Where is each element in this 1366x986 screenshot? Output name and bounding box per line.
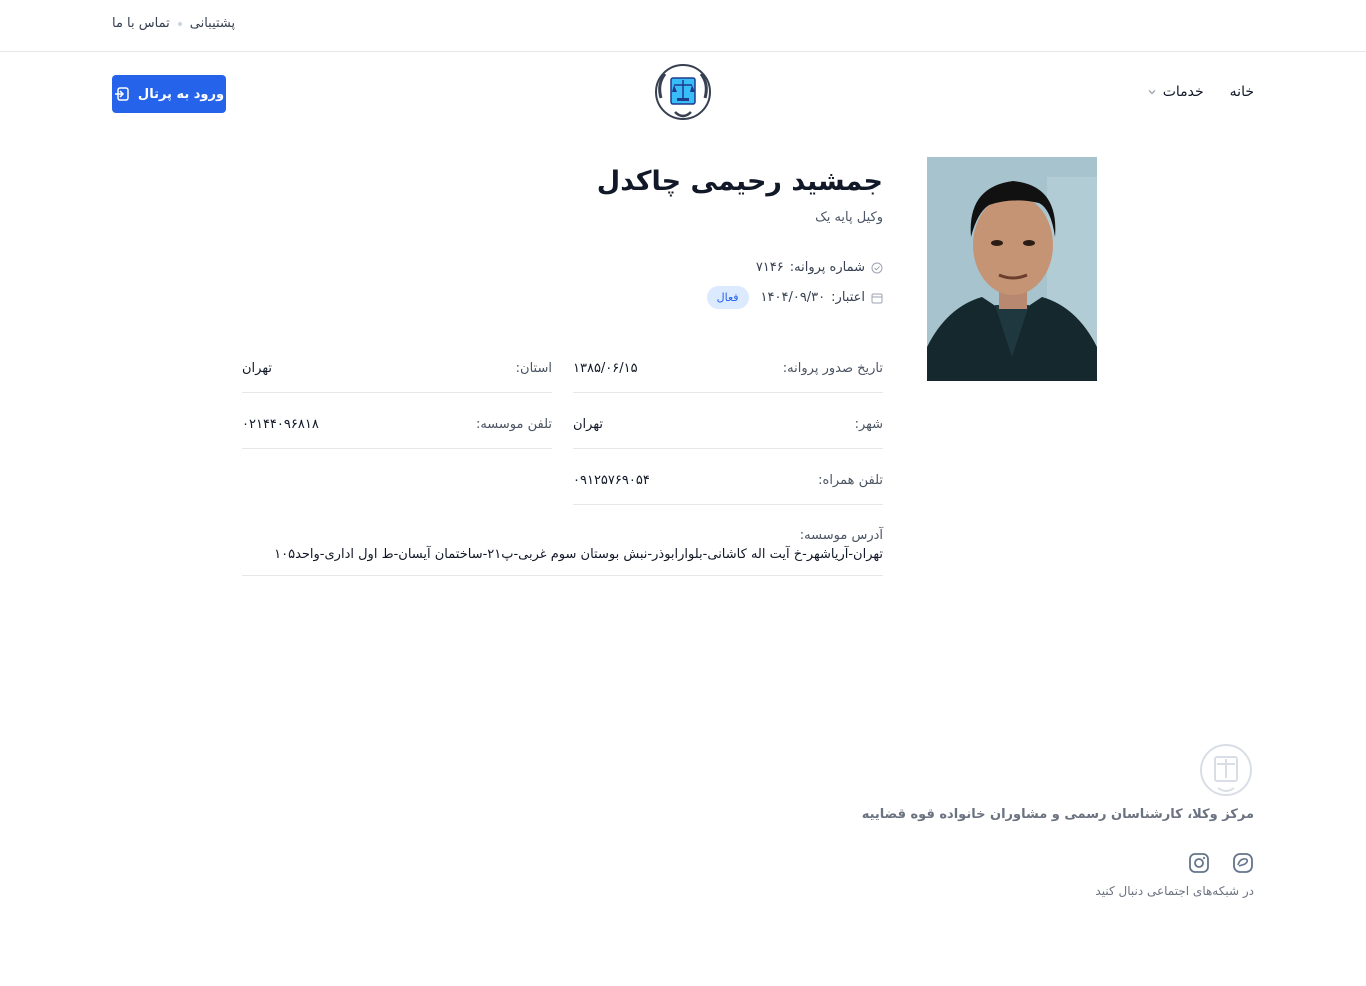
nav-services-label: خدمات — [1162, 84, 1204, 100]
license-number-label: شماره پروانه: — [789, 260, 865, 275]
address-field — [242, 528, 883, 576]
status-badge: فعال — [707, 286, 749, 309]
office-phone-value: ۰۲۱۴۴۰۹۶۸۱۸ — [242, 417, 319, 432]
instagram-icon[interactable] — [1188, 852, 1210, 874]
judiciary-logo[interactable] — [653, 62, 713, 124]
footer-logo — [1198, 742, 1254, 798]
top-links — [112, 16, 235, 31]
validity-label: اعتبار: — [831, 290, 865, 305]
issue-date-label: تاریخ صدور پروانه: — [782, 361, 883, 376]
office-phone-field — [242, 417, 552, 449]
contact-link[interactable]: تماس با ما — [112, 16, 170, 31]
validity-value: ۱۴۰۴/۰۹/۳۰ — [760, 290, 826, 305]
lawyer-rank: وکیل پایه یک — [815, 210, 883, 225]
address-value: تهران-آریاشهر-خ آیت اله کاشانی-بلوارابوذر-نبش بوستان سوم غربی-پ۲۱-ساختمان آیسان-ط اول اداری-واحد۱۰۵ — [274, 547, 883, 562]
license-number-row — [756, 260, 883, 275]
social-links — [1188, 852, 1254, 874]
office-phone-label: تلفن موسسه: — [475, 417, 552, 432]
issue-date-value: ۱۳۸۵/۰۶/۱۵ — [573, 361, 638, 376]
eitaa-icon[interactable] — [1232, 852, 1254, 874]
chevron-down-icon — [1147, 87, 1157, 97]
footer-follow-text: در شبکه‌های اجتماعی دنبال کنید — [1095, 884, 1254, 898]
lawyer-photo — [927, 157, 1097, 381]
support-link[interactable]: پشتیبانی — [189, 16, 236, 31]
province-field — [242, 361, 552, 393]
city-label: شهر: — [854, 417, 883, 432]
login-icon — [114, 86, 130, 102]
calendar-icon — [871, 292, 883, 304]
nav-menu — [1147, 84, 1254, 100]
separator-dot — [178, 22, 182, 26]
portal-login-button[interactable] — [112, 75, 226, 113]
check-circle-icon — [871, 262, 883, 274]
address-label: آدرس موسسه: — [799, 528, 883, 543]
mobile-field — [573, 473, 883, 505]
city-field — [573, 417, 883, 449]
portal-login-label: ورود به پرتال — [137, 86, 225, 102]
lawyer-name: جمشید رحیمی چاکدل — [596, 166, 883, 197]
province-value: تهران — [242, 361, 272, 376]
footer-title: مرکز وکلا، کارشناسان رسمی و مشاوران خانواده قوه قضاییه — [861, 807, 1254, 822]
nav-services[interactable] — [1147, 84, 1204, 100]
mobile-value: ۰۹۱۲۵۷۶۹۰۵۴ — [573, 473, 650, 488]
issue-date-field — [573, 361, 883, 393]
validity-row — [707, 286, 883, 309]
city-value: تهران — [573, 417, 603, 432]
province-label: استان: — [515, 361, 552, 376]
top-bar — [0, 0, 1366, 52]
main-nav — [0, 52, 1366, 136]
mobile-label: تلفن همراه: — [818, 473, 883, 488]
license-number-value: ۷۱۴۶ — [755, 260, 784, 275]
nav-home[interactable]: خانه — [1229, 84, 1254, 100]
